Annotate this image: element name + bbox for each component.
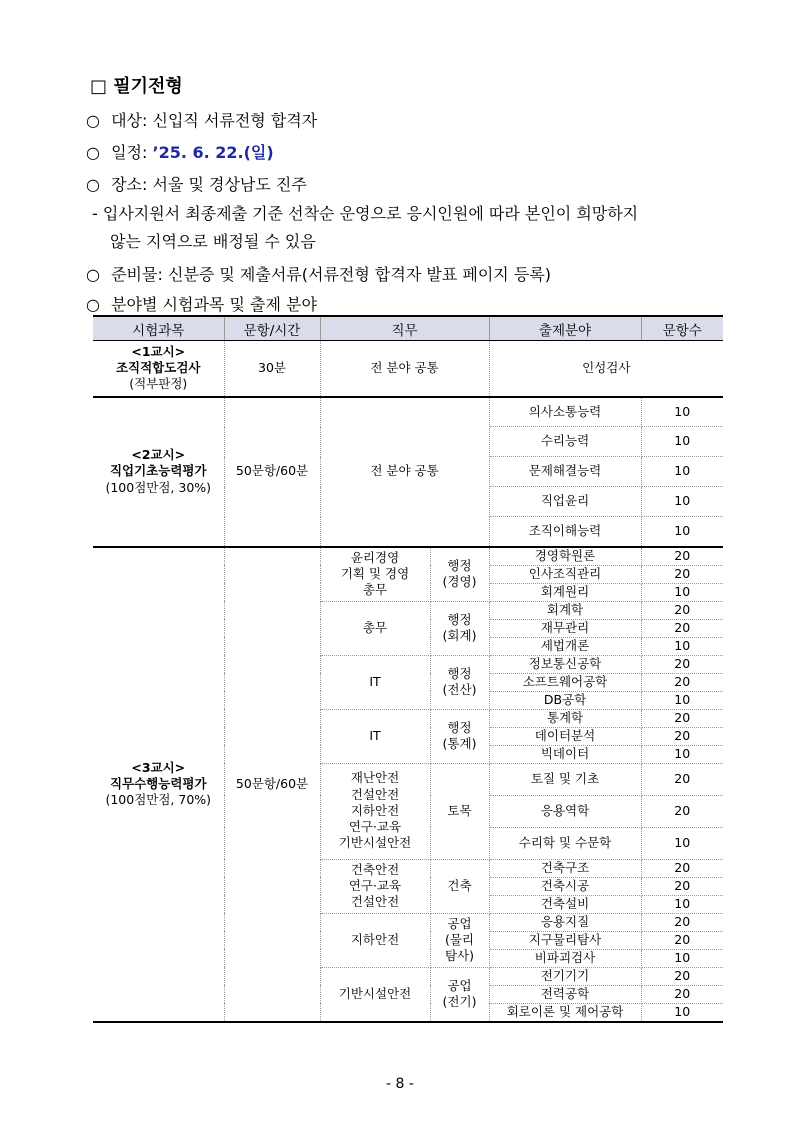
count-cell: 20 — [641, 931, 723, 949]
job-line: 연구·교육 — [348, 877, 402, 893]
job-cell — [320, 655, 430, 709]
count-cell: 20 — [641, 709, 723, 727]
period-sub: (적부판정) — [129, 376, 188, 392]
header-subject: 시험과목 — [93, 316, 224, 341]
period-sub: (100점만점, 70%) — [105, 792, 212, 808]
exam-table — [93, 315, 723, 1023]
count-cell: 20 — [641, 795, 723, 827]
track-line: (통계) — [442, 736, 477, 751]
track-line: 행정 — [447, 611, 472, 627]
table-header — [93, 316, 723, 341]
page-number: - 8 - — [386, 1076, 414, 1092]
track-cell — [430, 913, 489, 967]
circle-bullet: ○ — [86, 295, 100, 314]
circle-bullet: ○ — [86, 175, 100, 194]
period-title: <1교시> — [131, 343, 186, 359]
period-name: 직업기초능력평가 — [109, 463, 207, 479]
bullet-label: 장소: — [111, 175, 153, 194]
job-line: IT — [369, 727, 381, 743]
count-cell: 10 — [641, 427, 723, 457]
circle-bullet: ○ — [86, 265, 100, 284]
bullet-value: 신입직 서류전형 합격자 — [152, 111, 318, 130]
track-line: (물리 — [444, 931, 475, 947]
time-cell: 30분 — [224, 341, 320, 397]
job-line: 기반시설안전 — [338, 835, 412, 851]
header-job: 직무 — [320, 316, 489, 341]
time-cell: 50문항/60분 — [224, 397, 320, 547]
count-cell: 10 — [641, 745, 723, 763]
bullet-schedule — [86, 140, 274, 163]
count-cell: 10 — [641, 517, 723, 547]
circle-bullet: ○ — [86, 111, 100, 130]
count-cell: 20 — [641, 619, 723, 637]
track-line: 건축 — [447, 877, 472, 893]
period-title: <2교시> — [131, 447, 186, 463]
job-line: 지하안전 — [350, 802, 400, 818]
count-cell: 20 — [641, 547, 723, 566]
field-cell: 회계원리 — [489, 583, 641, 601]
track-line: 행정 — [447, 557, 472, 573]
period-title: <3교시> — [131, 759, 186, 775]
track-line: 공업 — [447, 977, 472, 993]
field-cell: 재무관리 — [489, 619, 641, 637]
track-line: 탐사) — [444, 948, 475, 964]
job-line: 기반시설안전 — [338, 985, 412, 1001]
track-line: (전산) — [442, 682, 477, 697]
period-cell — [93, 341, 224, 397]
count-cell: 20 — [641, 565, 723, 583]
job-line: 건설안전 — [350, 786, 400, 802]
job-line: 재난안전 — [350, 770, 400, 786]
track-line: 행정 — [447, 665, 472, 681]
count-cell: 20 — [641, 985, 723, 1003]
bullet-subjects — [86, 292, 317, 315]
header-count: 문항수 — [641, 316, 723, 341]
field-cell: 통계학 — [489, 709, 641, 727]
track-cell — [430, 763, 489, 859]
field-cell: DB공학 — [489, 691, 641, 709]
circle-bullet: ○ — [86, 143, 100, 162]
period-sub: (100점만점, 30%) — [105, 479, 212, 495]
exam-date: ’25. 6. 22.(일) — [152, 143, 274, 162]
job-cell — [320, 547, 430, 602]
track-line: 토목 — [447, 802, 472, 818]
bullet-label: 일정: — [111, 143, 153, 162]
period-name: 조직적합도검사 — [115, 360, 201, 376]
period-cell — [93, 397, 224, 547]
job-line: 기획 및 경영 — [340, 565, 410, 581]
period-name: 직무수행능력평가 — [109, 775, 207, 791]
count-cell: 20 — [641, 877, 723, 895]
track-cell — [430, 655, 489, 709]
job-cell — [320, 601, 430, 655]
field-cell: 조직이해능력 — [489, 517, 641, 547]
field-cell: 문제해결능력 — [489, 457, 641, 487]
track-line: (전기) — [442, 994, 477, 1009]
field-cell: 건축설비 — [489, 895, 641, 913]
period-cell — [93, 547, 224, 1022]
job-line: IT — [369, 673, 381, 689]
note-line-1: - 입사지원서 최종제출 기준 선착순 운영으로 응시인원에 따라 본인이 희망하지 — [92, 204, 639, 223]
field-cell: 데이터분석 — [489, 727, 641, 745]
job-line: 지하안전 — [350, 931, 400, 947]
job-line: 연구·교육 — [348, 819, 402, 835]
job-cell — [320, 709, 430, 763]
count-cell: 10 — [641, 691, 723, 709]
field-cell: 지구물리탐사 — [489, 931, 641, 949]
field-cell: 인사조직관리 — [489, 565, 641, 583]
bullet-location — [86, 172, 307, 195]
job-cell — [320, 859, 430, 913]
track-cell — [430, 601, 489, 655]
bullet-value: 서울 및 경상남도 진주 — [152, 175, 307, 194]
count-cell: 20 — [641, 859, 723, 877]
track-line: 공업 — [447, 915, 472, 931]
header-field: 출제분야 — [489, 316, 641, 341]
bullet-label: 대상: — [111, 111, 153, 130]
count-cell: 20 — [641, 967, 723, 985]
count-cell: 10 — [641, 827, 723, 859]
track-cell — [430, 859, 489, 913]
track-line: 행정 — [447, 719, 472, 735]
field-cell: 건축시공 — [489, 877, 641, 895]
track-cell — [430, 709, 489, 763]
table-row — [93, 341, 723, 397]
field-cell: 전력공학 — [489, 985, 641, 1003]
field-cell: 의사소통능력 — [489, 397, 641, 427]
bullet-materials — [86, 262, 551, 285]
field-cell: 응용지질 — [489, 913, 641, 931]
field-cell: 토질 및 기초 — [489, 763, 641, 795]
field-cell: 경영학원론 — [489, 547, 641, 566]
count-cell: 20 — [641, 913, 723, 931]
job-cell — [320, 913, 430, 967]
job-line: 총무 — [362, 582, 388, 598]
field-cell: 세법개론 — [489, 637, 641, 655]
field-cell: 수리학 및 수문학 — [489, 827, 641, 859]
count-cell: 20 — [641, 673, 723, 691]
count-cell: 10 — [641, 457, 723, 487]
count-cell: 20 — [641, 655, 723, 673]
track-cell — [430, 547, 489, 602]
count-cell: 20 — [641, 601, 723, 619]
job-line: 건설안전 — [350, 894, 400, 910]
job-line: 건축안전 — [350, 861, 400, 877]
table-row — [93, 547, 723, 566]
field-cell: 소프트웨어공학 — [489, 673, 641, 691]
field-cell: 전기기기 — [489, 967, 641, 985]
bullet-text: 준비물: 신분증 및 제출서류(서류전형 합격자 발표 페이지 등록) — [111, 265, 551, 284]
bullet-text: 분야별 시험과목 및 출제 분야 — [111, 295, 317, 314]
count-cell: 10 — [641, 637, 723, 655]
count-cell: 10 — [641, 397, 723, 427]
track-line: (경영) — [442, 574, 477, 589]
job-cell — [320, 763, 430, 859]
count-cell: 10 — [641, 487, 723, 517]
field-cell: 비파괴검사 — [489, 949, 641, 967]
count-cell: 20 — [641, 763, 723, 795]
count-cell: 10 — [641, 895, 723, 913]
field-cell: 건축구조 — [489, 859, 641, 877]
count-cell: 10 — [641, 583, 723, 601]
header-time: 문항/시간 — [224, 316, 320, 341]
section-title: □ 필기전형 — [90, 76, 183, 97]
field-cell: 직업윤리 — [489, 487, 641, 517]
job-cell: 전 분야 공통 — [320, 397, 489, 547]
job-line: 윤리경영 — [350, 549, 400, 565]
time-cell: 50문항/60분 — [224, 547, 320, 1022]
table-row — [93, 397, 723, 427]
track-cell — [430, 967, 489, 1022]
field-cell: 빅데이터 — [489, 745, 641, 763]
track-line: (회계) — [442, 628, 477, 643]
field-cell: 회로이론 및 제어공학 — [489, 1003, 641, 1022]
note-line-2: 않는 지역으로 배정될 수 있음 — [110, 232, 316, 251]
count-cell: 10 — [641, 949, 723, 967]
count-cell: 20 — [641, 727, 723, 745]
job-cell — [320, 967, 430, 1022]
job-cell: 전 분야 공통 — [320, 341, 489, 397]
job-line: 총무 — [362, 619, 388, 635]
field-cell: 회계학 — [489, 601, 641, 619]
count-cell: 10 — [641, 1003, 723, 1022]
bullet-target — [86, 108, 317, 131]
field-cell: 응용역학 — [489, 795, 641, 827]
field-cell: 수리능력 — [489, 427, 641, 457]
field-cell: 정보통신공학 — [489, 655, 641, 673]
field-cell: 인성검사 — [489, 341, 723, 397]
